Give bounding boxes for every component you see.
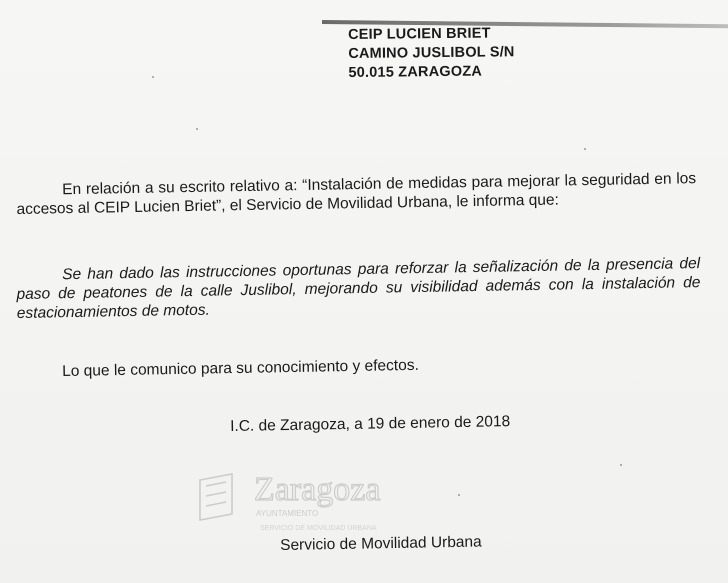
intro-paragraph bbox=[16, 169, 697, 219]
paper-speck bbox=[458, 494, 460, 496]
address-line-3: 50.015 ZARAGOZA bbox=[348, 63, 483, 81]
paper-speck bbox=[152, 76, 154, 78]
date-line: I.C. de Zaragoza, a 19 de enero de 2018 bbox=[230, 413, 511, 435]
paper-speck bbox=[620, 464, 622, 466]
seal-name: Zaragoza bbox=[254, 471, 381, 508]
response-paragraph bbox=[16, 254, 701, 323]
address-line-1: CEIP LUCIEN BRIET bbox=[348, 25, 491, 43]
address-line-2: CAMINO JUSLIBOL S/N bbox=[348, 44, 515, 62]
intro-text: En relación a su escrito relativo a: “Instalación de medidas para mejorar la seguridad en los accesos al CEIP Lucien Briet”, el Servicio de Movilidad Urbana, le informa que: bbox=[16, 170, 697, 218]
seal-department: SERVICIO DE MOVILIDAD URBANA bbox=[260, 525, 377, 532]
zaragoza-seal-stamp bbox=[192, 466, 440, 536]
seal-subtitle: AYUNTAMIENTO bbox=[256, 509, 319, 518]
closing-paragraph: Lo que le comunico para su conocimiento y efectos. bbox=[62, 356, 419, 380]
signature-line: Servicio de Movilidad Urbana bbox=[280, 533, 482, 554]
recipient-address bbox=[348, 24, 515, 83]
paper-speck bbox=[196, 128, 198, 130]
paper-speck bbox=[584, 148, 586, 150]
response-text: Se han dado las instrucciones oportunas para reforzar la señalización de la presencia del paso de peatones de la calle Juslibol, mejorando su visibilidad además con la instalación de estacionamientos de motos. bbox=[16, 255, 701, 322]
